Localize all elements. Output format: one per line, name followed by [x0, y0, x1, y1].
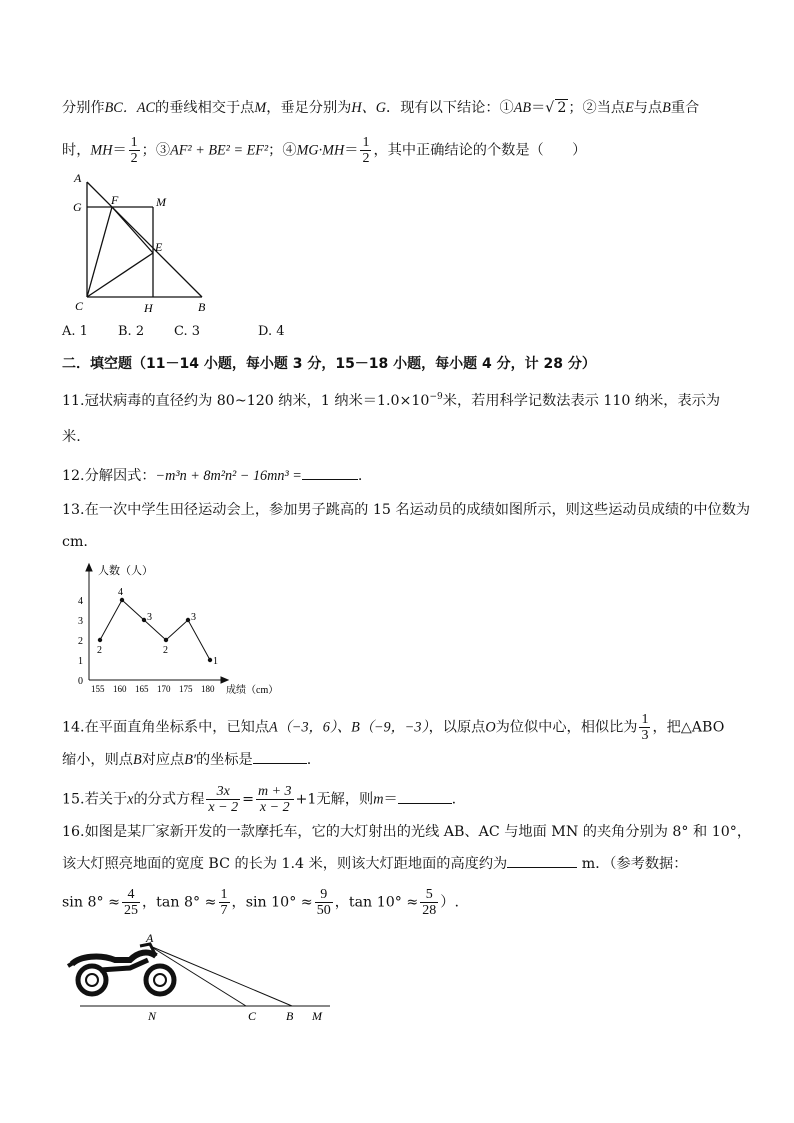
label-C: C: [248, 1009, 257, 1020]
q16-line2: 该大灯照亮地面的宽度 BC 的长为 1.4 米，则该大灯距地面的高度约为 m．（参考数据：: [62, 853, 764, 874]
label-N: N: [148, 1009, 157, 1020]
fraction-third: $\frac{1}{3}$: [641, 712, 649, 743]
answer-blank: [398, 789, 452, 804]
data-point: [186, 618, 190, 622]
option-b: B. 2: [118, 324, 145, 339]
q13-line2: cm.: [62, 534, 88, 550]
y-tick-label: 3: [78, 616, 83, 627]
q10-options: [62, 322, 764, 342]
q16-line3: sin 8° ≈ $\frac{4}{25}$ ，tan 8° ≈ $\frac{1}{7}$ ，sin 10° ≈ $\frac{9}{50}$ ，tan 10° ≈ $\frac{5}{28}$ ）.: [62, 887, 459, 918]
y-tick-label: 0: [78, 676, 83, 687]
x-tick-label: 180: [201, 684, 215, 694]
q16-figure: [60, 930, 340, 1020]
x-tick-label: 175: [179, 684, 193, 694]
y-axis-label: 人数（人）: [98, 565, 153, 577]
q11-line1: 11.冠状病毒的直径约为 80~120 纳米，1 纳米$=1.0\times 10^{-9}$米，若用科学记数法表示 110 纳米，表示为: [62, 392, 721, 409]
label-C: C: [75, 299, 84, 313]
q13-line1: 13.在一次中学生田径运动会上，参加男子跳高的 15 名运动员的成绩如图所示，则这些运动员成绩的中位数为: [62, 502, 751, 518]
q11-line2: 米.: [62, 429, 81, 445]
x-tick-label: 170: [157, 684, 171, 694]
data-label: 4: [118, 587, 123, 598]
q10-line1: 分别作BC．AC的垂线相交于点M，垂足分别为H、G．现有以下结论：①AB＝√ 2 ；②当点E与点B重合: [62, 100, 700, 116]
label-F: F: [111, 193, 119, 207]
data-point: [142, 618, 146, 622]
x-tick-label: 165: [135, 684, 149, 694]
data-label: 1: [213, 656, 218, 667]
y-tick-label: 2: [78, 636, 83, 647]
q15: 15.若关于x的分式方程 $\frac{3x}{x - 2}$ = $\frac{m + 3}{x - 2}$ +1无解，则m＝ .: [62, 784, 457, 815]
data-point: [120, 598, 124, 602]
label-A: A: [146, 931, 154, 945]
data-point: [208, 658, 212, 662]
q12: 12.分解因式：−m³n + 8m²n² − 16mn³ = .: [62, 465, 764, 486]
option-c: C. 3: [174, 324, 201, 339]
data-label: 3: [147, 612, 152, 623]
option-d: D. 4: [258, 324, 285, 339]
label-B: B: [286, 1009, 294, 1020]
q10-figure: [70, 170, 220, 315]
answer-blank: [507, 853, 577, 868]
q16-line1: 16.如图是某厂家新开发的一款摩托车，它的大灯射出的光线 AB、AC 与地面 MN 的夹角分别为 8° 和 10°，: [62, 824, 752, 840]
fraction-half: $\frac{1}{2}$: [130, 135, 138, 166]
data-point: [164, 638, 168, 642]
y-tick-label: 1: [78, 656, 83, 667]
label-B: B: [198, 300, 206, 314]
section-heading: 二．填空题（11－14 小题，每小题 3 分，15－18 小题，每小题 4 分，计 28 分）: [62, 356, 596, 372]
option-a: A. 1: [62, 324, 88, 339]
x-tick-label: 155: [91, 684, 105, 694]
q10-line2: 时，MH＝ $\frac{1}{2}$ ；③AF² + BE² = EF²；④MG·MH＝ $\frac{1}{2}$ ，其中正确结论的个数是（ ）: [62, 135, 587, 166]
q14-line2: 缩小，则点B对应点B′的坐标是 .: [62, 749, 764, 770]
x-tick-label: 160: [113, 684, 127, 694]
fraction-half-2: $\frac{1}{2}$: [362, 135, 370, 166]
q14-line1: 14.在平面直角坐标系中，已知点A（−3，6）、B（−9，−3），以原点O为位似中心，相似比为 $\frac{1}{3}$ ，把△ABO: [62, 712, 725, 743]
series-line: [100, 600, 210, 660]
answer-blank: [253, 749, 307, 764]
y-tick-label: 4: [78, 596, 83, 607]
data-label: 3: [191, 612, 196, 623]
label-H: H: [144, 301, 153, 315]
data-label: 2: [97, 645, 102, 656]
label-M: M: [156, 195, 166, 209]
data-point: [98, 638, 102, 642]
x-axis-label: 成绩（cm）: [226, 685, 279, 696]
label-M: M: [312, 1009, 322, 1020]
data-label: 2: [163, 645, 168, 656]
answer-blank: [302, 465, 358, 480]
q13-chart: [70, 560, 300, 700]
label-A: A: [74, 171, 82, 185]
label-E: E: [155, 240, 163, 254]
label-G: G: [73, 200, 82, 214]
